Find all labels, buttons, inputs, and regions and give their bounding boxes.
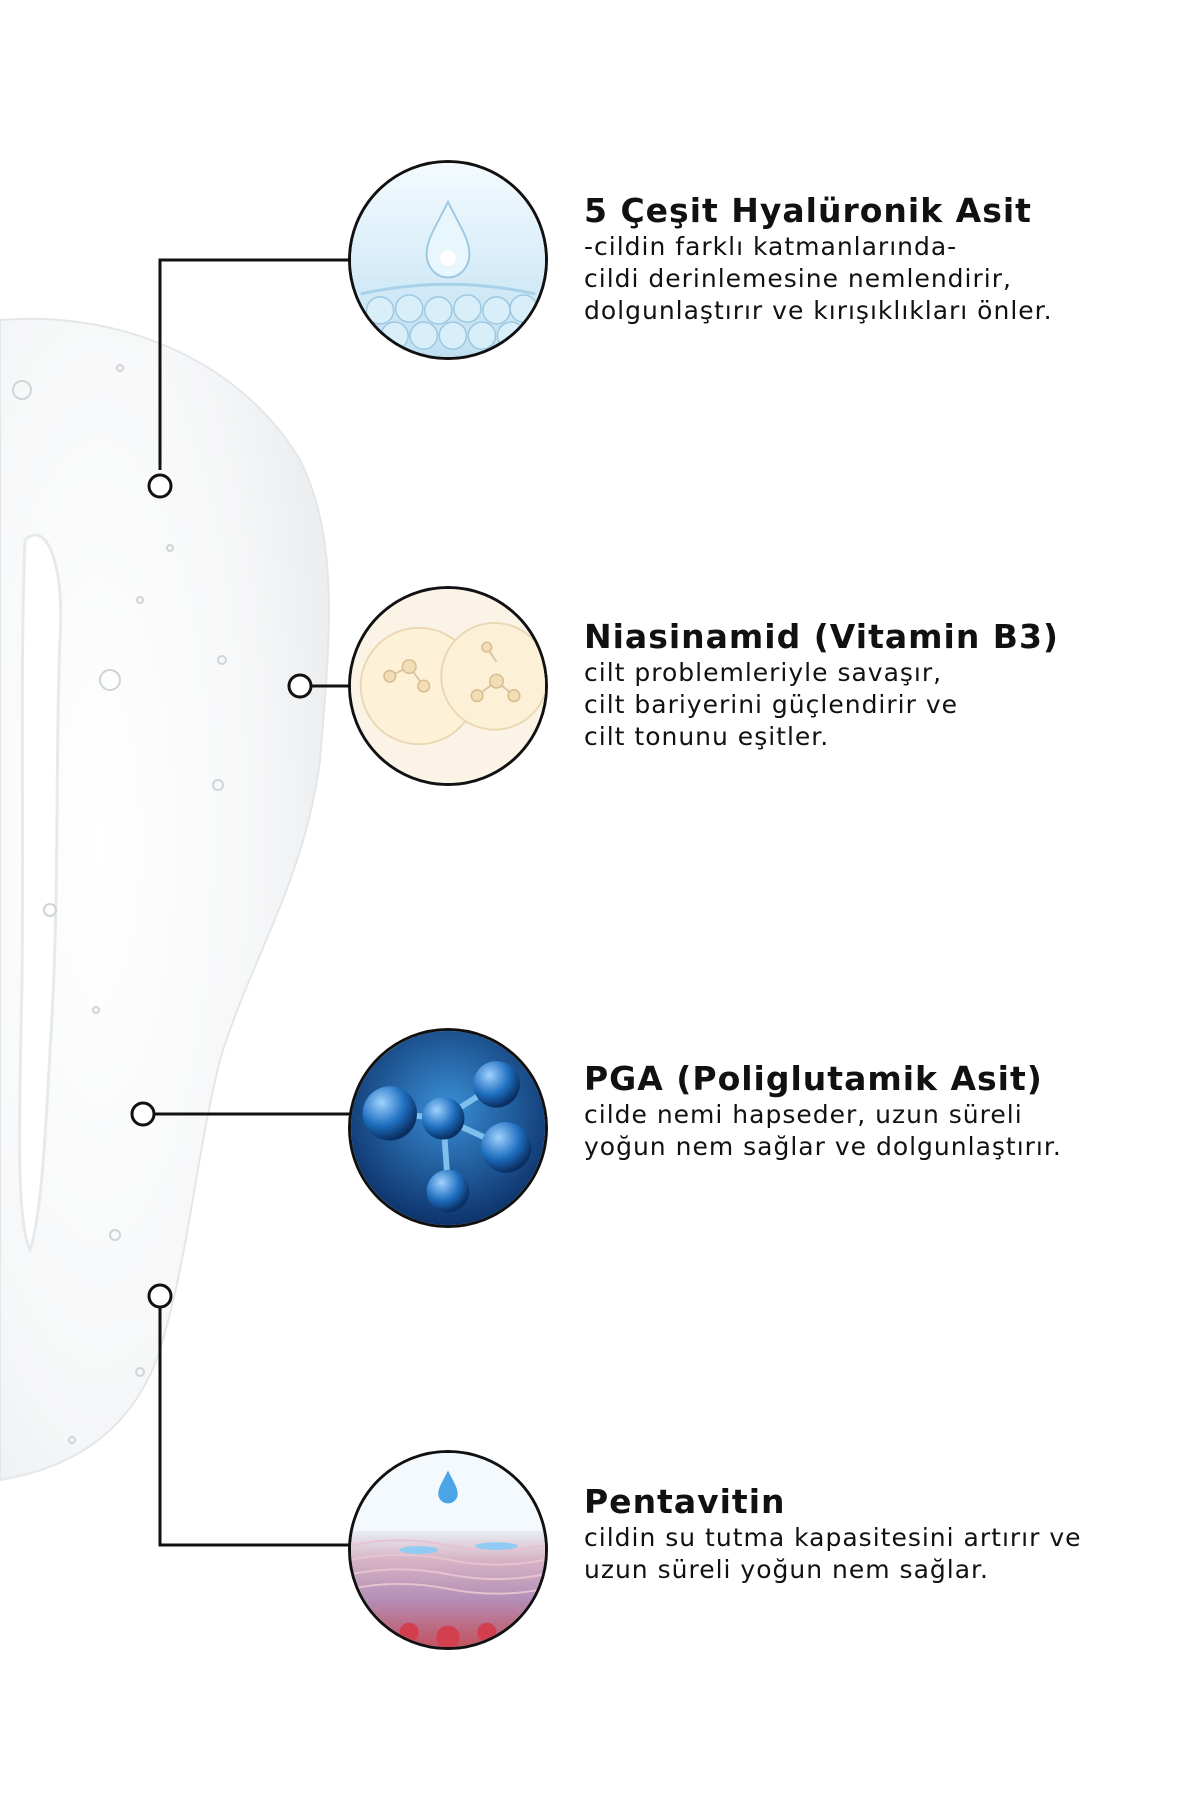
ingredient-description	[584, 1099, 1144, 1163]
connector-line-1	[160, 260, 350, 470]
description-line: cilt tonunu eşitler.	[584, 722, 830, 751]
description-line: cilt bariyerini güçlendirir ve	[584, 690, 959, 719]
hyaluronic-drop-icon	[351, 163, 545, 357]
pga-image	[348, 1028, 548, 1228]
molecule-spheres-icon	[351, 589, 545, 783]
description-line: dolgunlaştırır ve kırışıklıkları önler.	[584, 296, 1053, 325]
ingredient-description	[584, 1522, 1144, 1586]
pentavitin-image	[348, 1450, 548, 1650]
skin-layers-icon	[351, 1453, 545, 1647]
description-line: yoğun nem sağlar ve dolgunlaştırır.	[584, 1132, 1062, 1161]
description-line: uzun süreli yoğun nem sağlar.	[584, 1555, 989, 1584]
niacinamide-image	[348, 586, 548, 786]
ingredient-4	[584, 1482, 1144, 1586]
connector-node-4	[149, 1285, 171, 1307]
connector-node-3	[132, 1103, 154, 1125]
ingredient-2	[584, 617, 1144, 753]
description-line: cilt problemleriyle savaşır,	[584, 658, 943, 687]
description-line: cildin su tutma kapasitesini artırır ve	[584, 1523, 1082, 1552]
description-line: cilde nemi hapseder, uzun süreli	[584, 1100, 1023, 1129]
connector-node-1	[149, 475, 171, 497]
description-line: cildi derinlemesine nemlendirir,	[584, 264, 1012, 293]
ingredient-3	[584, 1059, 1144, 1163]
connector-line-4	[160, 1308, 350, 1545]
description-line: -cildin farklı katmanlarında-	[584, 232, 958, 261]
ingredient-description	[584, 231, 1144, 327]
ingredient-title: PGA (Poliglutamik Asit)	[584, 1059, 1043, 1098]
ingredient-title: Niasinamid (Vitamin B3)	[584, 617, 1059, 656]
ingredient-title: 5 Çeşit Hyalüronik Asit	[584, 191, 1032, 230]
connector-node-2	[289, 675, 311, 697]
ingredient-1	[584, 191, 1144, 327]
blue-molecule-icon	[351, 1031, 545, 1225]
hyaluronic-acid-image	[348, 160, 548, 360]
ingredient-description	[584, 657, 1144, 753]
ingredient-title: Pentavitin	[584, 1482, 786, 1521]
